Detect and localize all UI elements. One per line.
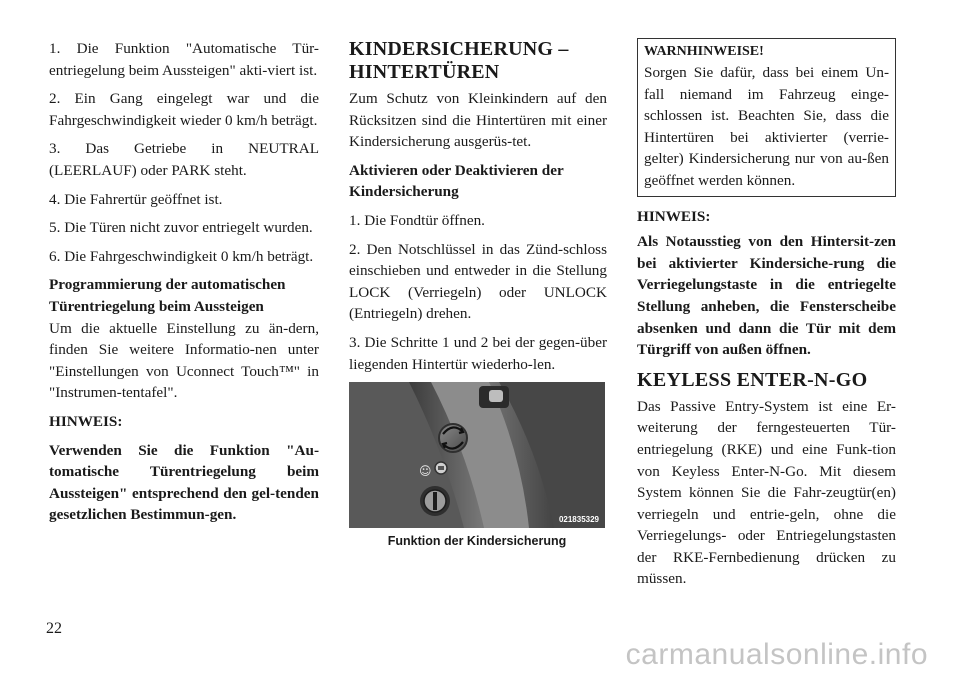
list-item-1: 1. Die Funktion "Automatische Tür-entriegelung beim Aussteigen" akti-viert ist. [49,40,319,79]
child-lock-subheading: Aktivieren oder Deaktivieren der Kindersicherung [349,161,564,201]
column-left [49,38,319,533]
child-lock-intro: Zum Schutz von Kleinkindern auf den Rücksitzen sind die Hintertüren mit einer Kindersicherung ausgerüs-tet. [349,90,607,151]
watermark: carmanualsonline.info [625,638,928,671]
list-item-6: 6. Die Fahrgeschwindigkeit 0 km/h beträgt. [49,247,314,265]
note-label: HINWEIS: [49,412,123,430]
list-item-5: 5. Die Türen nicht zuvor entriegelt wurden. [49,219,313,237]
warning-box [637,38,896,197]
warning-title: WARNHINWEISE! [644,44,764,59]
list-item-2: 2. Ein Gang eingelegt war und die Fahrgeschwindigkeit wieder 0 km/h beträgt. [49,90,319,129]
programming-heading: Programmierung der automatischen Türentriegelung beim Aussteigen [49,276,286,315]
child-lock-figure [349,382,605,528]
note-text-right: Als Notausstieg von den Hintersit-zen bei aktivierter Kindersiche-rung die Verriegelungstaste in die entriegelte Stellung anheben, die Fensterscheibe absenken und dann die Tür mit dem Türgriff von außen öffnen. [637,233,896,359]
figure-caption: Funktion der Kindersicherung [387,534,567,548]
warning-text: Sorgen Sie dafür, dass bei einem Un-fall niemand im Fahrzeug einge-schlossen ist. Beachten Sie, dass die Hintertüren bei aktivierter (verrie-gelter) Kindersicherung nur von au-ßen geöffnet werden können. [644,64,889,189]
section-title-keyless: KEYLESS ENTER-N-GO [637,368,868,391]
column-right [637,38,896,597]
figure-code: 021835329 [558,515,599,524]
step-2: 2. Den Notschlüssel in das Zünd-schloss einschieben und entweder in die Stellung LOCK (Verriegeln) oder UNLOCK (Entriegeln) drehen. [349,240,607,323]
section-title-child-lock: KINDERSICHERUNG – HINTERTÜREN [349,38,569,83]
step-3: 3. Die Schritte 1 und 2 bei der gegen-über liegenden Hintertür wiederho-len. [349,333,607,373]
column-middle [349,38,607,382]
note-label-right: HINWEIS: [637,207,711,225]
keyless-text: Das Passive Entry-System ist eine Er-weiterung der ferngesteuerten Tür-entriegelung (RKE) und eine Funk-tion von Keyless Enter-N-Go. Mit diesem System können Sie die Fahr-zeugtür(en) verriegeln und entrie-geln, ohne die Verriegelungs- oder Entriegelungstasten der RKE-Fernbedienung drücken zu müssen. [637,397,896,588]
list-item-3: 3. Das Getriebe in NEUTRAL (LEERLAUF) oder PARK steht. [49,140,319,179]
note-text: Verwenden Sie die Funktion "Au-tomatische Türentriegelung beim Aussteigen" entsprechend den gel-tenden gesetzlichen Bestimmun-gen. [49,441,319,524]
page-number: 22 [46,620,62,637]
programming-text: Um die aktuelle Einstellung zu än-dern, finden Sie weitere Informatio-nen unter "Einstellungen von Uconnect Touch™" in "Instrumen-tentafel". [49,319,319,402]
door-edge-illustration [349,382,605,528]
svg-text:☺: ☺ [419,464,432,478]
step-1: 1. Die Fondtür öffnen. [349,211,485,229]
list-item-4: 4. Die Fahrertür geöffnet ist. [49,190,223,208]
